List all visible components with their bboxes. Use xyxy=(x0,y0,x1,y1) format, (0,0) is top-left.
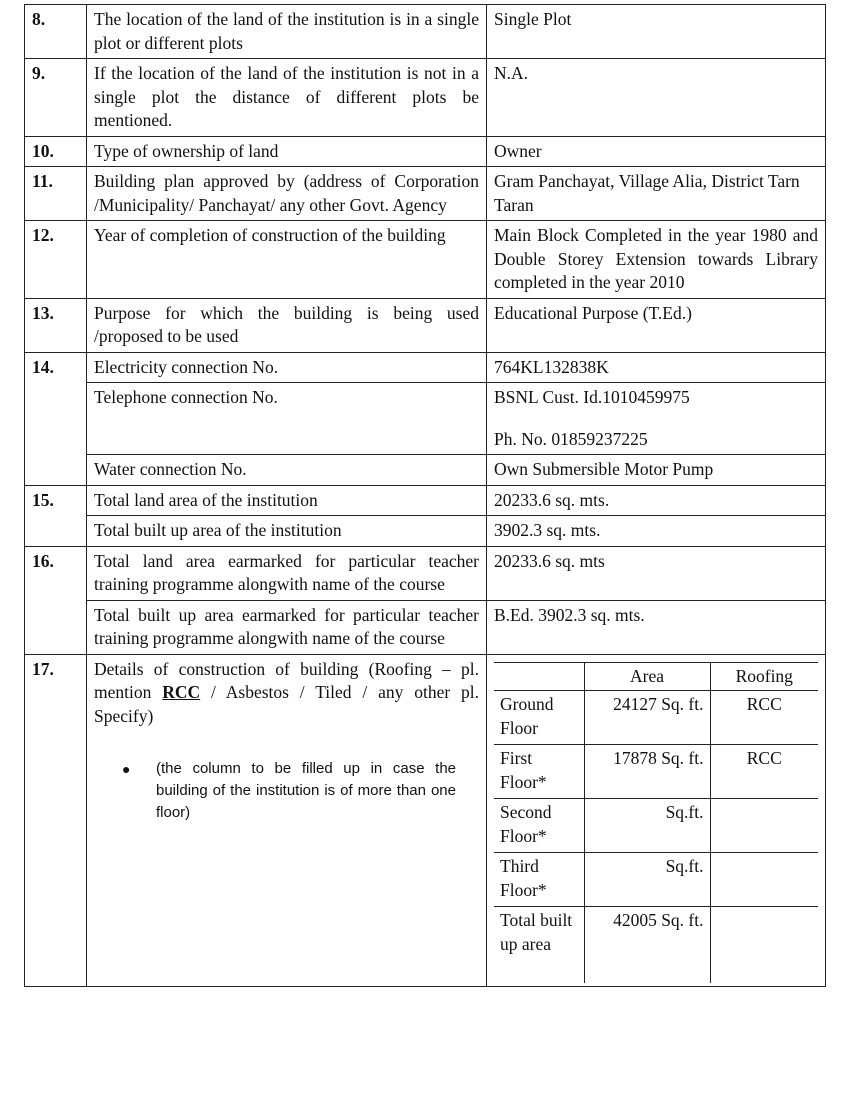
table-row xyxy=(25,516,826,547)
row-number: 13. xyxy=(25,298,87,352)
answer-text: Gram Panchayat, Village Alia, District Tarn Taran xyxy=(487,167,826,221)
question-text: Total built up area earmarked for particular teacher training programme alongwith name of the course xyxy=(87,600,487,654)
table-row xyxy=(25,455,826,486)
floor-area: Sq.ft. xyxy=(584,853,710,907)
rcc-emphasis: RCC xyxy=(162,682,201,702)
table-row xyxy=(25,546,826,600)
table-row xyxy=(25,352,826,383)
bullet-icon: ● xyxy=(122,761,131,777)
answer-text: Owner xyxy=(487,136,826,167)
table-row xyxy=(494,907,818,983)
question-text: If the location of the land of the institution is not in a single plot the distance of different plots be mentioned. xyxy=(87,59,487,137)
floor-name: Third Floor* xyxy=(494,853,584,907)
floor-name: First Floor* xyxy=(494,745,584,799)
answer-text: 20233.6 sq. mts xyxy=(487,546,826,600)
question-text: Water connection No. xyxy=(87,455,487,486)
floor-area: Sq.ft. xyxy=(584,799,710,853)
table-row xyxy=(25,59,826,137)
answer-text: 764KL132838K xyxy=(487,352,826,383)
column-header: Area xyxy=(584,662,710,691)
table-row xyxy=(494,799,818,853)
row-number: 17. xyxy=(25,654,87,986)
floor-area: 17878 Sq. ft. xyxy=(584,745,710,799)
table-row xyxy=(25,600,826,654)
table-row xyxy=(494,691,818,745)
row-number: 11. xyxy=(25,167,87,221)
question-text: Total built up area of the institution xyxy=(87,516,487,547)
construction-cell xyxy=(487,654,826,986)
answer-text: 20233.6 sq. mts. xyxy=(487,485,826,516)
row-number: 16. xyxy=(25,546,87,654)
note-text: (the column to be filled up in case the building of the institution is of more than one floor) xyxy=(156,760,456,821)
floor-area: 42005 Sq. ft. xyxy=(584,907,710,983)
floor-roofing xyxy=(710,853,818,907)
table-row xyxy=(25,221,826,299)
question-text xyxy=(94,658,479,729)
question-text: Total land area earmarked for particular teacher training programme alongwith name of the course xyxy=(87,546,487,600)
note xyxy=(122,758,479,824)
column-header: Roofing xyxy=(710,662,818,691)
column-header xyxy=(494,662,584,691)
floor-roofing: RCC xyxy=(710,745,818,799)
answer-text: Own Submersible Motor Pump xyxy=(487,455,826,486)
table-row xyxy=(25,167,826,221)
answer-text: BSNL Cust. Id.1010459975 xyxy=(494,387,690,407)
row-number: 12. xyxy=(25,221,87,299)
table-row xyxy=(25,654,826,986)
row-number: 14. xyxy=(25,352,87,485)
question-text-part: / Asbestos / Tiled / any other pl. Specify) xyxy=(94,682,480,726)
spacer xyxy=(494,410,818,428)
row-number: 10. xyxy=(25,136,87,167)
table-row xyxy=(494,745,818,799)
question-text: Building plan approved by (address of Corporation /Municipality/ Panchayat/ any other Govt. Agency xyxy=(87,167,487,221)
table-row xyxy=(25,485,826,516)
question-text: Purpose for which the building is being used /proposed to be used xyxy=(87,298,487,352)
question-text: Total land area of the institution xyxy=(87,485,487,516)
row-number: 15. xyxy=(25,485,87,546)
question-cell xyxy=(87,654,487,986)
question-text: Year of completion of construction of the building xyxy=(87,221,487,299)
table-row xyxy=(25,298,826,352)
institution-details-table xyxy=(24,4,826,987)
floor-name: Total built up area xyxy=(494,907,584,983)
question-text-part: Details of construction of building (Roofing – pl. mention xyxy=(94,658,479,702)
answer-text: Main Block Completed in the year 1980 and Double Storey Extension towards Library completed in the year 2010 xyxy=(487,221,826,299)
question-text: Type of ownership of land xyxy=(87,136,487,167)
question-text: The location of the land of the institution is in a single plot or different plots xyxy=(87,5,487,59)
question-text: Electricity connection No. xyxy=(87,352,487,383)
answer-text: Ph. No. 01859237225 xyxy=(494,428,648,449)
table-header-row xyxy=(494,662,818,691)
row-number: 9. xyxy=(25,59,87,137)
floor-area: 24127 Sq. ft. xyxy=(584,691,710,745)
floor-name: Second Floor* xyxy=(494,799,584,853)
question-text: Telephone connection No. xyxy=(87,383,487,455)
answer-text: 3902.3 sq. mts. xyxy=(487,516,826,547)
table-row xyxy=(25,5,826,59)
row-number: 8. xyxy=(25,5,87,59)
table-row xyxy=(25,383,826,455)
answer-text: Single Plot xyxy=(487,5,826,59)
floor-roofing xyxy=(710,907,818,983)
answer-cell xyxy=(487,383,826,455)
floor-name: Ground Floor xyxy=(494,691,584,745)
floor-roofing: RCC xyxy=(710,691,818,745)
answer-text: Educational Purpose (T.Ed.) xyxy=(487,298,826,352)
table-row xyxy=(494,853,818,907)
answer-text: N.A. xyxy=(487,59,826,137)
floor-roofing xyxy=(710,799,818,853)
document-page xyxy=(24,4,825,987)
table-row xyxy=(25,136,826,167)
construction-table xyxy=(494,662,818,983)
answer-text: B.Ed. 3902.3 sq. mts. xyxy=(487,600,826,654)
